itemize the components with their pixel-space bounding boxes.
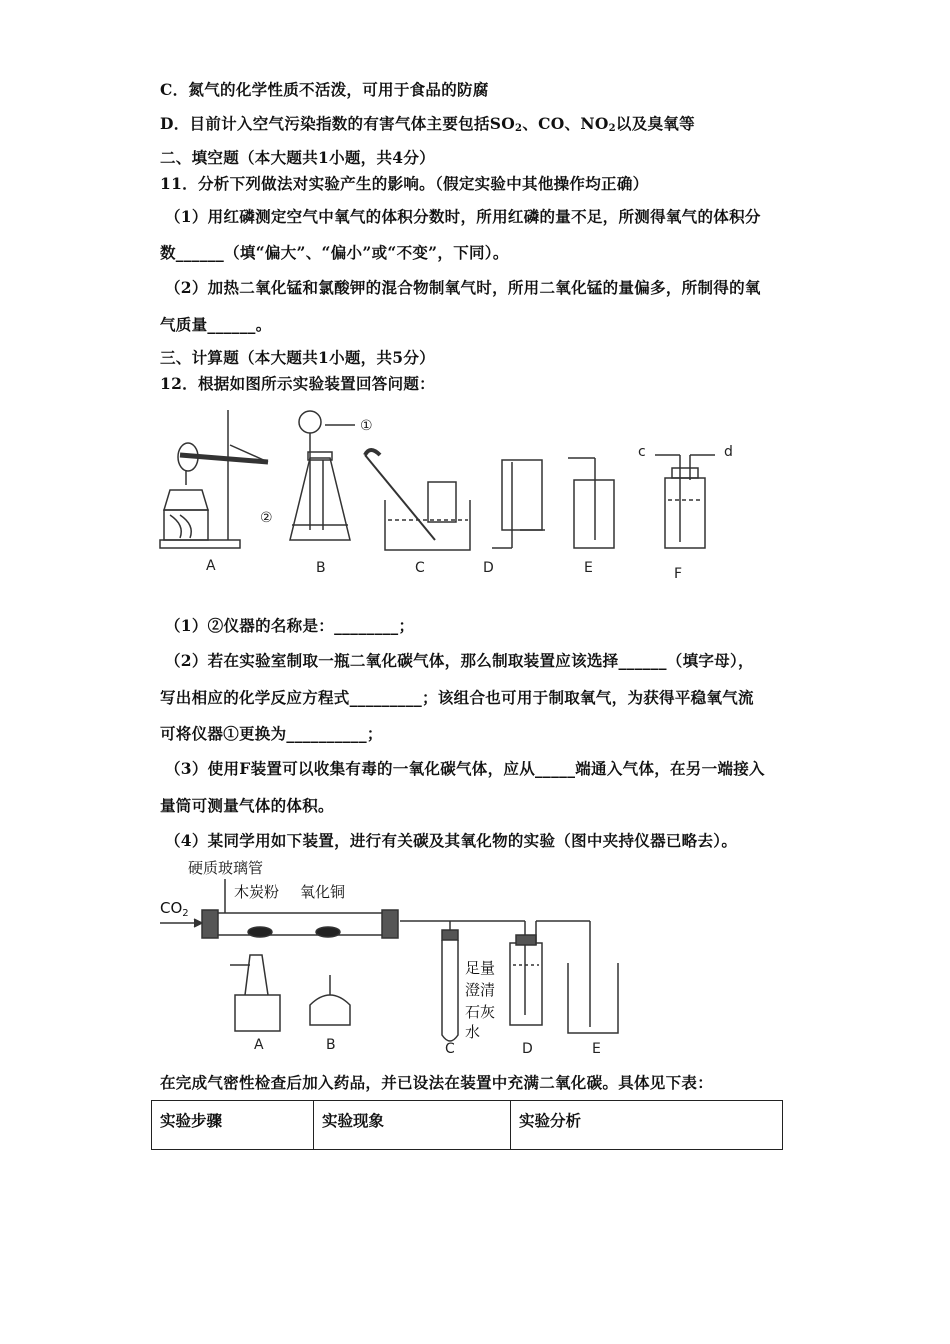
limewater-label-2: 澄清 [465,981,496,999]
q11-part1-line1: （1）用红磷测定空气中氧气的体积分数时，所用红磷的量不足，所测得氧气的体积分 [165,207,761,226]
label-f-c: c [638,444,646,460]
question-12: 12．根据如图所示实验装置回答问题： [160,374,435,393]
option-c: C．氮气的化学性质不活泼，可用于食品的防腐 [160,80,489,99]
q12-part4: （4）某同学用如下装置，进行有关碳及其氧化物的实验（图中夹持仪器已略去）。 [165,831,738,850]
q11-part1-line2: 数______（填“偏大”、“偏小”或“不变”，下同）。 [160,243,509,262]
tube-label: 硬质玻璃管 [188,859,264,877]
charcoal-label: 木炭粉 [234,883,280,901]
q11-part2-line2: 气质量______。 [160,315,272,334]
label-c: C [415,560,425,576]
fig2-label-a: A [254,1037,264,1053]
table-intro: 在完成气密性检查后加入药品，并已设法在装置中充满二氧化碳。具体见下表： [160,1073,714,1092]
header-analysis: 实验分析 [511,1101,783,1150]
label-f: F [674,566,683,582]
q12-part2-line2: 写出相应的化学反应方程式_________；该组合也可用于制取氧气，为获得平稳氧气流 [160,688,754,707]
limewater-label-3: 石灰 [465,1003,496,1021]
q12-part2-line1: （2）若在实验室制取一瓶二氧化碳气体，那么制取装置应该选择______（填字母）， [165,651,754,670]
limewater-label-4: 水 [465,1023,481,1041]
label-e: E [584,560,593,576]
apparatus-figure-1 [150,400,770,590]
q12-part1: （1）②仪器的名称是：________； [165,616,415,635]
label-f-d: d [724,444,733,460]
limewater-label-1: 足量 [465,959,496,977]
question-11: 11．分析下列做法对实验产生的影响。（假定实验中其他操作均正确） [160,174,649,193]
cuo-label: 氧化铜 [300,883,346,901]
q12-part3-line1: （3）使用F装置可以收集有毒的一氧化碳气体，应从_____端通入气体，在另一端接入 [165,759,765,778]
q12-part2-line3: 可将仪器①更换为__________； [160,724,383,743]
mark-2: ② [260,510,273,526]
fig2-label-b: B [326,1037,336,1053]
experiment-table [151,1100,783,1150]
option-d: D．目前计入空气污染指数的有害气体主要包括$SO_2$、CO、$NO_2$以及臭氧等 [160,114,695,134]
label-d: D [483,560,494,576]
fig2-label-c: C [445,1041,455,1057]
fig2-label-e: E [592,1041,601,1057]
label-a: A [206,558,216,574]
label-b: B [316,560,326,576]
section-3-heading: 三、计算题（本大题共1小题，共5分） [160,348,435,367]
header-phenomena: 实验现象 [314,1101,511,1150]
mark-1: ① [360,418,373,434]
q11-part2-line1: （2）加热二氧化锰和氯酸钾的混合物制氧气时，所用二氧化锰的量偏多，所制得的氧 [165,278,761,297]
header-steps: 实验步骤 [152,1101,314,1150]
q12-part3-line2: 量筒可测量气体的体积。 [160,796,334,815]
co2-label: $CO_2$ [160,899,189,919]
apparatus-figure-2 [150,855,670,1060]
table-header-row [152,1101,783,1150]
section-2-heading: 二、填空题（本大题共1小题，共4分） [160,148,435,167]
fig2-label-d: D [522,1041,533,1057]
